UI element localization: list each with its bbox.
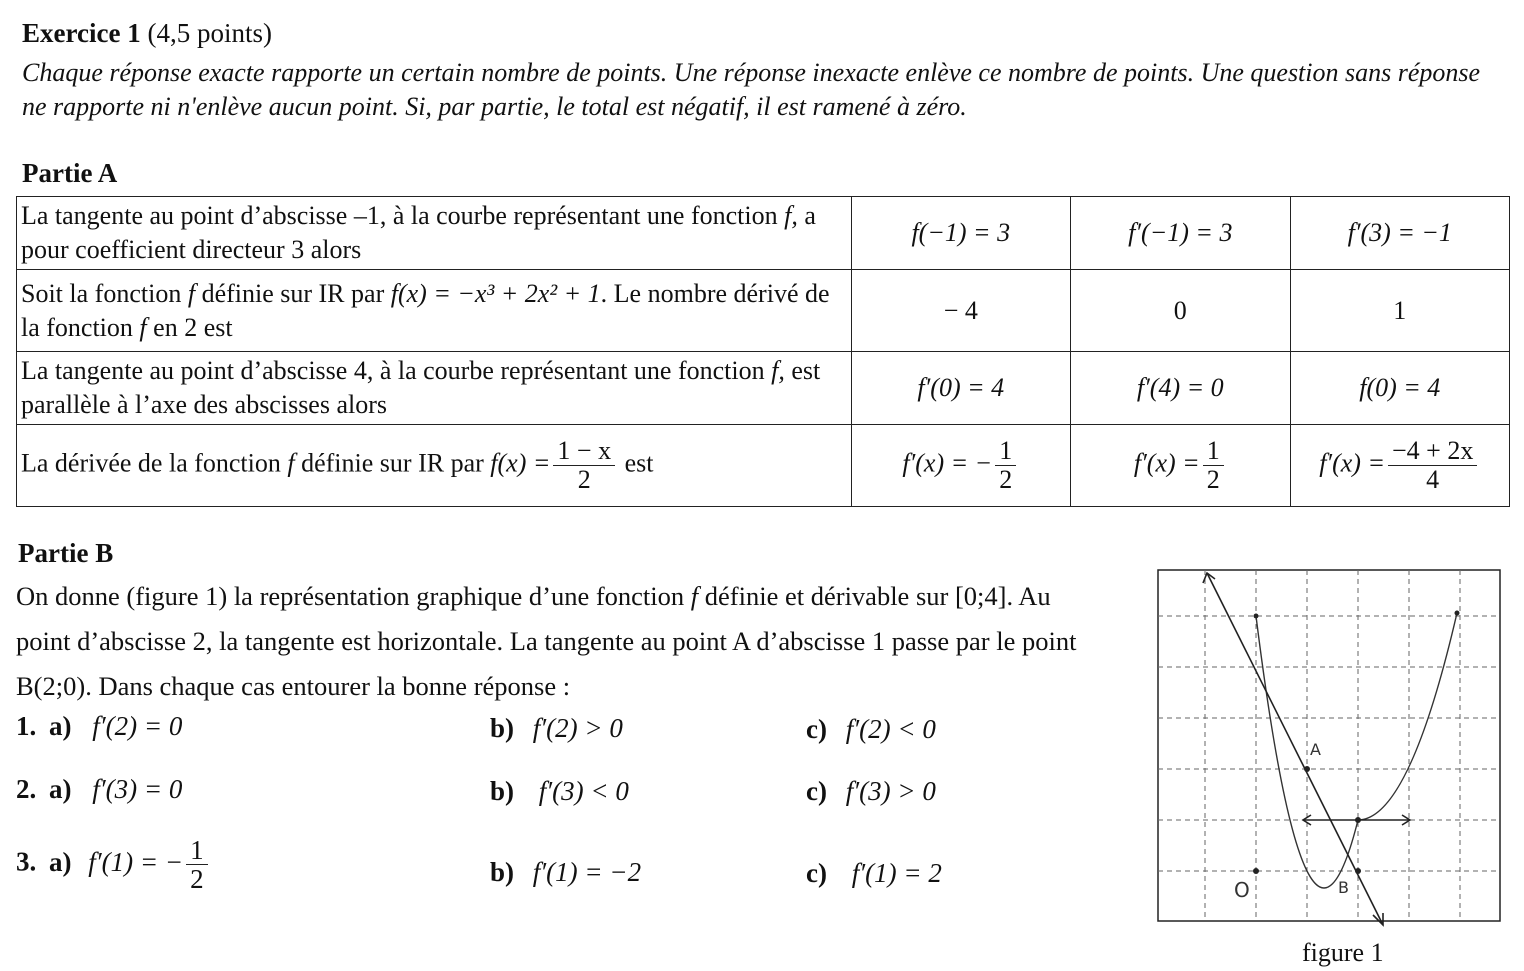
- option-a[interactable]: f′(3) = 0: [92, 774, 183, 804]
- choice-cell[interactable]: [1071, 425, 1290, 507]
- option-label: c): [806, 858, 827, 888]
- math-expression: f′(x) =: [1319, 448, 1385, 478]
- statement-text: définie et dérivable sur: [698, 581, 955, 611]
- math-expression: f′(x) =: [1133, 448, 1200, 478]
- point-start: [1254, 614, 1259, 619]
- option-label: a): [49, 846, 72, 877]
- option-a[interactable]: f′(2) = 0: [92, 711, 183, 741]
- choice-cell[interactable]: 0: [1071, 270, 1290, 352]
- choice-cell[interactable]: 1: [1290, 270, 1509, 352]
- question-number: 2.: [16, 774, 37, 804]
- figure-frame: [1158, 570, 1500, 921]
- choice-cell[interactable]: f′(−1) = 3: [1071, 197, 1290, 270]
- option-b[interactable]: f′(1) = −2: [532, 857, 642, 887]
- fraction-denominator: 2: [999, 465, 1013, 494]
- math-expression: f′(1) = −: [88, 846, 184, 877]
- question-cell: [17, 425, 852, 507]
- choice-cell[interactable]: − 4: [851, 270, 1071, 352]
- point-minimum: [1355, 817, 1361, 823]
- fraction: [553, 437, 615, 494]
- option-label: b): [490, 776, 515, 806]
- label-a: A: [1310, 740, 1321, 759]
- statement-text: On donne (figure 1) la représentation graphique d’une fonction: [16, 581, 691, 611]
- q3-option-b[interactable]: [490, 857, 641, 888]
- fraction-numerator: −4 + 2x: [1388, 437, 1477, 466]
- figure-caption: figure 1: [1302, 938, 1384, 967]
- question-number: 1.: [16, 711, 37, 741]
- question-text: La tangente au point d’abscisse –1, à la courbe représentant une fonction: [21, 201, 785, 230]
- fraction-numerator: 1: [995, 437, 1016, 466]
- option-label: c): [806, 776, 827, 806]
- option-c[interactable]: f′(2) < 0: [845, 714, 936, 744]
- option-b[interactable]: f′(2) > 0: [532, 713, 623, 743]
- question-text: est: [618, 448, 654, 478]
- question-text: en 2 est: [146, 312, 233, 342]
- question-cell: [17, 197, 852, 270]
- fraction-denominator: 2: [1206, 465, 1220, 494]
- question-text: définie sur IR par: [195, 278, 391, 308]
- part-a-title: Partie A: [22, 158, 118, 188]
- q3-option-c[interactable]: [806, 858, 942, 889]
- question-cell: [17, 352, 852, 425]
- statement-text: . Dans chaque cas entourer la bonne réponse :: [85, 671, 571, 701]
- choice-cell[interactable]: [1290, 425, 1509, 507]
- option-label: a): [49, 774, 72, 804]
- choice-cell[interactable]: f(0) = 4: [1290, 352, 1509, 425]
- question-text: définie sur IR par: [294, 448, 491, 478]
- question-2: [16, 774, 182, 805]
- part-b-statement: [16, 574, 1096, 709]
- math-var: f: [287, 448, 295, 478]
- table-row: [17, 425, 1510, 507]
- q2-option-b[interactable]: [490, 776, 629, 807]
- choice-cell[interactable]: f′(3) = −1: [1290, 197, 1509, 270]
- question-text: La tangente au point d’abscisse 4, à la courbe représentant une fonction: [21, 356, 772, 385]
- question-number: 3.: [16, 846, 37, 877]
- option-c[interactable]: f′(3) > 0: [845, 776, 936, 806]
- fraction-denominator: 2: [577, 465, 591, 494]
- part-b-title: Partie B: [18, 538, 114, 568]
- exercise-instructions: Chaque réponse exacte rapporte un certain nombre de points. Une réponse inexacte enlève ce nombre de points. Une question sans réponse ne rapporte ni n'enlève aucun point. Si, par partie, le total est négatif, il est ramené à zéro.: [22, 58, 1481, 121]
- q1-option-b[interactable]: [490, 713, 623, 744]
- option-a[interactable]: [88, 835, 210, 894]
- math-var: f: [139, 312, 147, 342]
- choice-cell[interactable]: f′(4) = 0: [1071, 352, 1290, 425]
- label-b: B: [1338, 878, 1349, 897]
- function-graph-figure: [1155, 565, 1505, 927]
- point-origin: [1253, 868, 1259, 874]
- point-end: [1455, 611, 1460, 616]
- question-text: est parallèle à l’axe des abscisses alors: [21, 356, 821, 419]
- table-row: [17, 270, 1510, 352]
- question-text: La dérivée de la fonction: [21, 448, 288, 478]
- fraction-numerator: 1 − x: [553, 437, 615, 466]
- q2-option-c[interactable]: [806, 776, 936, 807]
- fraction: [1388, 437, 1477, 494]
- question-text: . Le nombre dérivé de la fonction: [21, 278, 830, 342]
- fraction-denominator: 2: [190, 864, 204, 894]
- exercise-heading: Exercice 1: [22, 18, 141, 48]
- math-var: f,: [784, 201, 798, 230]
- fraction: [186, 836, 208, 893]
- label-o: O: [1234, 878, 1250, 902]
- option-label: a): [49, 711, 72, 741]
- fraction-numerator: 1: [186, 836, 208, 865]
- table-row: [17, 352, 1510, 425]
- math-var: f,: [771, 356, 785, 385]
- point-b: [1355, 868, 1361, 874]
- math-expression: f′(x) = −: [902, 448, 993, 478]
- math-expression: f(x) = −x³ + 2x² + 1: [390, 278, 601, 308]
- choice-cell[interactable]: [851, 425, 1071, 507]
- math-var: f: [187, 278, 196, 308]
- table-row: [17, 197, 1510, 270]
- grid: [1158, 570, 1500, 921]
- option-label: c): [806, 714, 827, 744]
- fraction-denominator: 4: [1426, 465, 1440, 494]
- fraction: [995, 437, 1016, 494]
- option-label: b): [490, 713, 515, 743]
- exercise-points: (4,5 points): [147, 18, 272, 48]
- point-b: B(2;0): [16, 671, 86, 701]
- question-3: [16, 836, 211, 893]
- qcm-table: [16, 196, 1510, 507]
- question-1: [16, 711, 182, 742]
- statement-text: . Au point d’abscisse 2, la tangente est horizontale. La tangente au point A d’abscisse 1 passe par le point: [16, 581, 1077, 656]
- math-var: f: [690, 581, 699, 611]
- fraction-numerator: 1: [1203, 437, 1224, 466]
- interval: [0;4]: [954, 581, 1007, 611]
- fraction: [1203, 437, 1224, 494]
- math-expression: f(x) =: [490, 448, 551, 478]
- exercise-title: [22, 18, 272, 49]
- option-label: b): [490, 857, 515, 887]
- choice-cell[interactable]: f(−1) = 3: [851, 197, 1071, 270]
- question-cell: [17, 270, 852, 352]
- choice-cell[interactable]: f′(0) = 4: [851, 352, 1071, 425]
- question-text: a pour coefficient directeur 3 alors: [21, 201, 816, 264]
- curve-right: [1358, 613, 1457, 820]
- option-c[interactable]: f′(1) = 2: [851, 858, 942, 888]
- point-a: [1304, 766, 1310, 772]
- option-b[interactable]: f′(3) < 0: [538, 776, 629, 806]
- q1-option-c[interactable]: [806, 714, 936, 745]
- question-text: Soit la fonction: [21, 278, 188, 308]
